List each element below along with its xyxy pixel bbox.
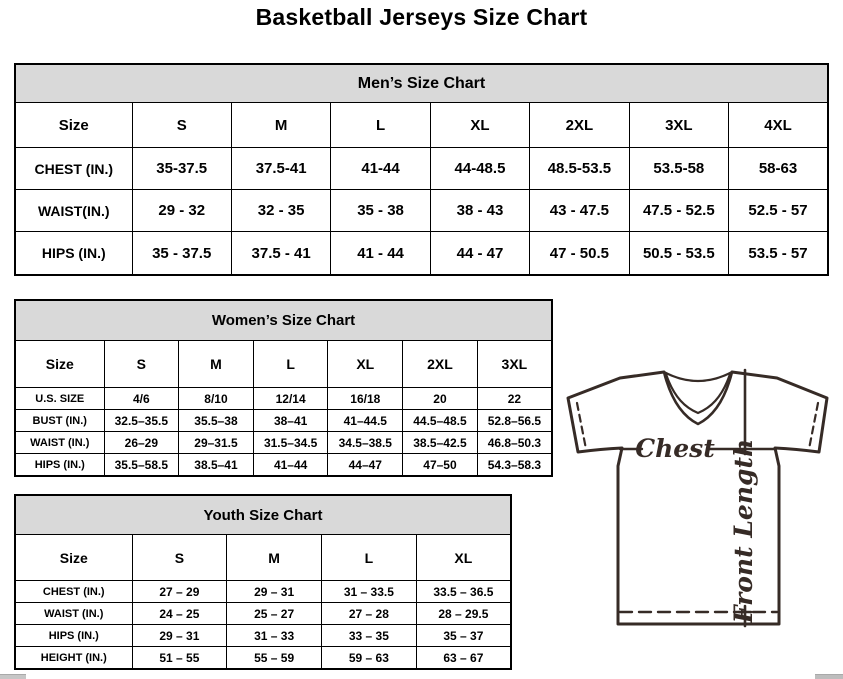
womens-table-title: Women’s Size Chart	[15, 300, 552, 341]
mens-size-chart-table	[14, 63, 829, 276]
womens-size-value: 52.8–56.5	[477, 410, 552, 432]
womens-size-value: 54.3–58.3	[477, 454, 552, 477]
womens-size-value: 29–31.5	[179, 432, 254, 454]
womens-column-header: M	[179, 341, 254, 388]
mens-size-value: 43 - 47.5	[530, 190, 629, 232]
horizontal-scrollbar-fragment-right[interactable]	[815, 674, 843, 679]
womens-data-row	[15, 388, 552, 410]
youth-table-title: Youth Size Chart	[15, 495, 511, 535]
mens-column-header: XL	[430, 103, 529, 148]
mens-size-value: 35-37.5	[132, 148, 231, 190]
mens-size-value: 53.5 - 57	[729, 232, 828, 275]
womens-size-value: 12/14	[253, 388, 328, 410]
mens-size-value: 35 - 37.5	[132, 232, 231, 275]
mens-size-value: 47.5 - 52.5	[629, 190, 728, 232]
youth-size-value: 55 – 59	[227, 647, 322, 670]
mens-size-value: 38 - 43	[430, 190, 529, 232]
youth-size-value: 31 – 33	[227, 625, 322, 647]
womens-size-value: 4/6	[104, 388, 179, 410]
womens-size-value: 38.5–42.5	[403, 432, 478, 454]
mens-table	[14, 63, 829, 276]
collar-rib-top	[664, 372, 732, 381]
page-title: Basketball Jerseys Size Chart	[255, 4, 588, 30]
mens-column-header: 3XL	[629, 103, 728, 148]
right-cuff-stitch-dashes	[809, 403, 818, 449]
womens-column-header: XL	[328, 341, 403, 388]
youth-size-value: 28 – 29.5	[416, 603, 511, 625]
mens-size-value: 44 - 47	[430, 232, 529, 275]
front-length-label: Front Length	[729, 438, 758, 624]
youth-size-value: 27 – 28	[322, 603, 417, 625]
mens-size-value: 41 - 44	[331, 232, 430, 275]
youth-size-value: 33.5 – 36.5	[416, 581, 511, 603]
collar-outer-v	[664, 372, 732, 424]
youth-size-value: 33 – 35	[322, 625, 417, 647]
womens-size-value: 44.5–48.5	[403, 410, 478, 432]
mens-column-header: Size	[15, 103, 132, 148]
mens-size-value: 35 - 38	[331, 190, 430, 232]
womens-size-value: 34.5–38.5	[328, 432, 403, 454]
youth-row-label: WAIST (IN.)	[15, 603, 132, 625]
mens-size-value: 29 - 32	[132, 190, 231, 232]
womens-size-value: 22	[477, 388, 552, 410]
womens-row-label: U.S. SIZE	[15, 388, 104, 410]
youth-column-header: XL	[416, 535, 511, 581]
chest-measurement-label: Chest	[635, 434, 715, 463]
womens-column-header: Size	[15, 341, 104, 388]
mens-data-row	[15, 190, 828, 232]
mens-size-value: 44-48.5	[430, 148, 529, 190]
youth-size-value: 29 – 31	[132, 625, 227, 647]
womens-column-header: 3XL	[477, 341, 552, 388]
youth-size-chart-table	[14, 494, 512, 668]
jersey-measurement-diagram	[556, 356, 838, 630]
womens-data-row	[15, 432, 552, 454]
mens-size-value: 53.5-58	[629, 148, 728, 190]
womens-size-value: 41–44.5	[328, 410, 403, 432]
mens-size-value: 41-44	[331, 148, 430, 190]
womens-size-value: 16/18	[328, 388, 403, 410]
mens-size-value: 52.5 - 57	[729, 190, 828, 232]
womens-size-value: 38.5–41	[179, 454, 254, 477]
youth-data-row	[15, 625, 511, 647]
womens-size-value: 35.5–58.5	[104, 454, 179, 477]
youth-row-label: HEIGHT (IN.)	[15, 647, 132, 670]
mens-data-row	[15, 148, 828, 190]
collar-rib-mid	[666, 374, 730, 413]
youth-size-value: 31 – 33.5	[322, 581, 417, 603]
youth-size-value: 25 – 27	[227, 603, 322, 625]
womens-size-value: 38–41	[253, 410, 328, 432]
youth-column-header: L	[322, 535, 417, 581]
mens-column-header: M	[231, 103, 330, 148]
youth-table	[14, 494, 512, 670]
womens-size-value: 44–47	[328, 454, 403, 477]
womens-data-row	[15, 410, 552, 432]
womens-table	[14, 299, 553, 477]
mens-column-header: L	[331, 103, 430, 148]
youth-data-row	[15, 603, 511, 625]
mens-size-value: 58-63	[729, 148, 828, 190]
jersey-outline	[568, 372, 827, 624]
womens-size-value: 32.5–35.5	[104, 410, 179, 432]
womens-size-value: 46.8–50.3	[477, 432, 552, 454]
youth-size-value: 63 – 67	[416, 647, 511, 670]
mens-column-header: 2XL	[530, 103, 629, 148]
womens-data-row	[15, 454, 552, 477]
womens-row-label: WAIST (IN.)	[15, 432, 104, 454]
womens-size-value: 31.5–34.5	[253, 432, 328, 454]
youth-row-label: CHEST (IN.)	[15, 581, 132, 603]
womens-size-value: 20	[403, 388, 478, 410]
womens-row-label: BUST (IN.)	[15, 410, 104, 432]
youth-size-value: 29 – 31	[227, 581, 322, 603]
womens-column-header: S	[104, 341, 179, 388]
womens-size-value: 41–44	[253, 454, 328, 477]
mens-row-label: WAIST(IN.)	[15, 190, 132, 232]
mens-row-label: CHEST (IN.)	[15, 148, 132, 190]
mens-size-value: 47 - 50.5	[530, 232, 629, 275]
youth-size-value: 59 – 63	[322, 647, 417, 670]
womens-row-label: HIPS (IN.)	[15, 454, 104, 477]
youth-data-row	[15, 647, 511, 670]
womens-size-value: 47–50	[403, 454, 478, 477]
mens-column-header: 4XL	[729, 103, 828, 148]
horizontal-scrollbar-fragment-left[interactable]	[0, 674, 26, 679]
youth-data-row	[15, 581, 511, 603]
mens-size-value: 48.5-53.5	[530, 148, 629, 190]
youth-column-header: M	[227, 535, 322, 581]
mens-size-value: 32 - 35	[231, 190, 330, 232]
youth-size-value: 27 – 29	[132, 581, 227, 603]
mens-size-value: 50.5 - 53.5	[629, 232, 728, 275]
mens-data-row	[15, 232, 828, 275]
youth-column-header: S	[132, 535, 227, 581]
mens-column-header: S	[132, 103, 231, 148]
mens-table-title: Men’s Size Chart	[15, 64, 828, 103]
womens-size-chart-table	[14, 299, 553, 473]
mens-size-value: 37.5-41	[231, 148, 330, 190]
womens-size-value: 26–29	[104, 432, 179, 454]
womens-column-header: L	[253, 341, 328, 388]
mens-row-label: HIPS (IN.)	[15, 232, 132, 275]
womens-size-value: 35.5–38	[179, 410, 254, 432]
youth-size-value: 51 – 55	[132, 647, 227, 670]
left-cuff-stitch-dashes	[577, 403, 586, 449]
mens-size-value: 37.5 - 41	[231, 232, 330, 275]
youth-size-value: 24 – 25	[132, 603, 227, 625]
youth-size-value: 35 – 37	[416, 625, 511, 647]
womens-column-header: 2XL	[403, 341, 478, 388]
youth-row-label: HIPS (IN.)	[15, 625, 132, 647]
youth-column-header: Size	[15, 535, 132, 581]
womens-size-value: 8/10	[179, 388, 254, 410]
